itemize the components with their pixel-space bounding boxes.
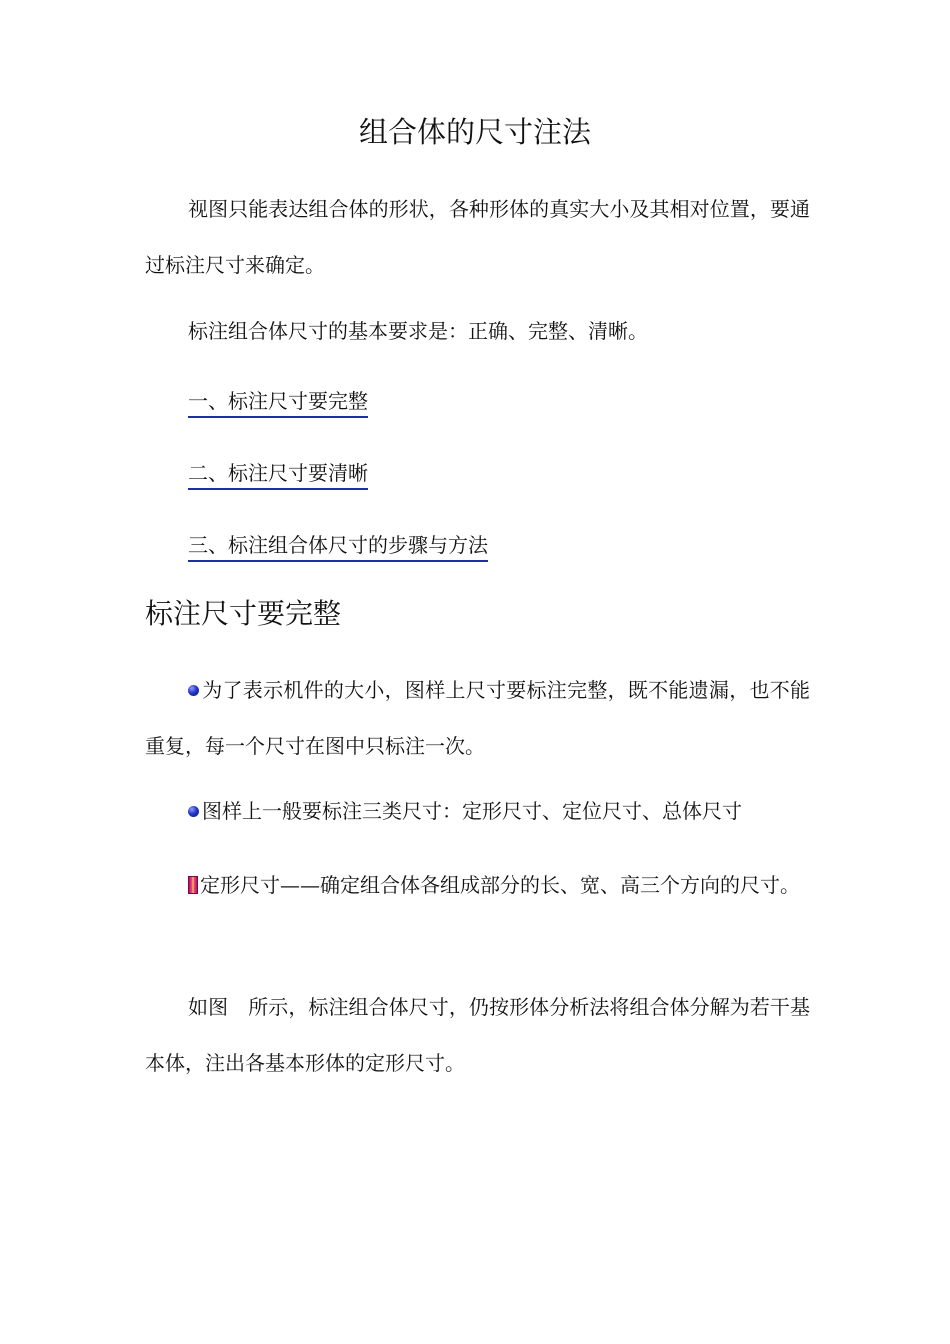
bullet-paragraph-3 xyxy=(145,857,810,913)
pink-bar-bullet-icon xyxy=(188,876,198,894)
bullet-paragraph-1 xyxy=(145,662,810,774)
section-heading: 标注尺寸要完整 xyxy=(145,597,342,630)
toc-link-steps[interactable]: 三、标注组合体尺寸的步骤与方法 xyxy=(188,530,488,562)
bullet-text-3: 定形尺寸——确定组合体各组成部分的长、宽、高三个方向的尺寸。 xyxy=(200,873,800,897)
page-title: 组合体的尺寸注法 xyxy=(358,115,591,149)
toc-link-clear[interactable]: 二、标注尺寸要清晰 xyxy=(188,458,368,490)
toc-link-complete[interactable]: 一、标注尺寸要完整 xyxy=(188,386,368,418)
intro-paragraph-2: 标注组合体尺寸的基本要求是：正确、完整、清晰。 xyxy=(188,319,648,343)
blue-sphere-bullet-icon xyxy=(188,685,199,696)
intro-paragraph-1: 视图只能表达组合体的形状，各种形体的真实大小及其相对位置，要通过标注尺寸来确定。 xyxy=(145,197,810,277)
final-paragraph: 如图 所示，标注组合体尺寸，仍按形体分析法将组合体分解为若干基本体，注出各基本形体的定形尺寸。 xyxy=(145,995,810,1075)
bullet-text-1: 为了表示机件的大小，图样上尺寸要标注完整，既不能遗漏，也不能重复，每一个尺寸在图中只标注一次。 xyxy=(145,678,810,758)
blue-sphere-bullet-icon xyxy=(188,806,199,817)
bullet-paragraph-2 xyxy=(145,783,810,839)
bullet-text-2: 图样上一般要标注三类尺寸：定形尺寸、定位尺寸、总体尺寸 xyxy=(202,799,742,823)
